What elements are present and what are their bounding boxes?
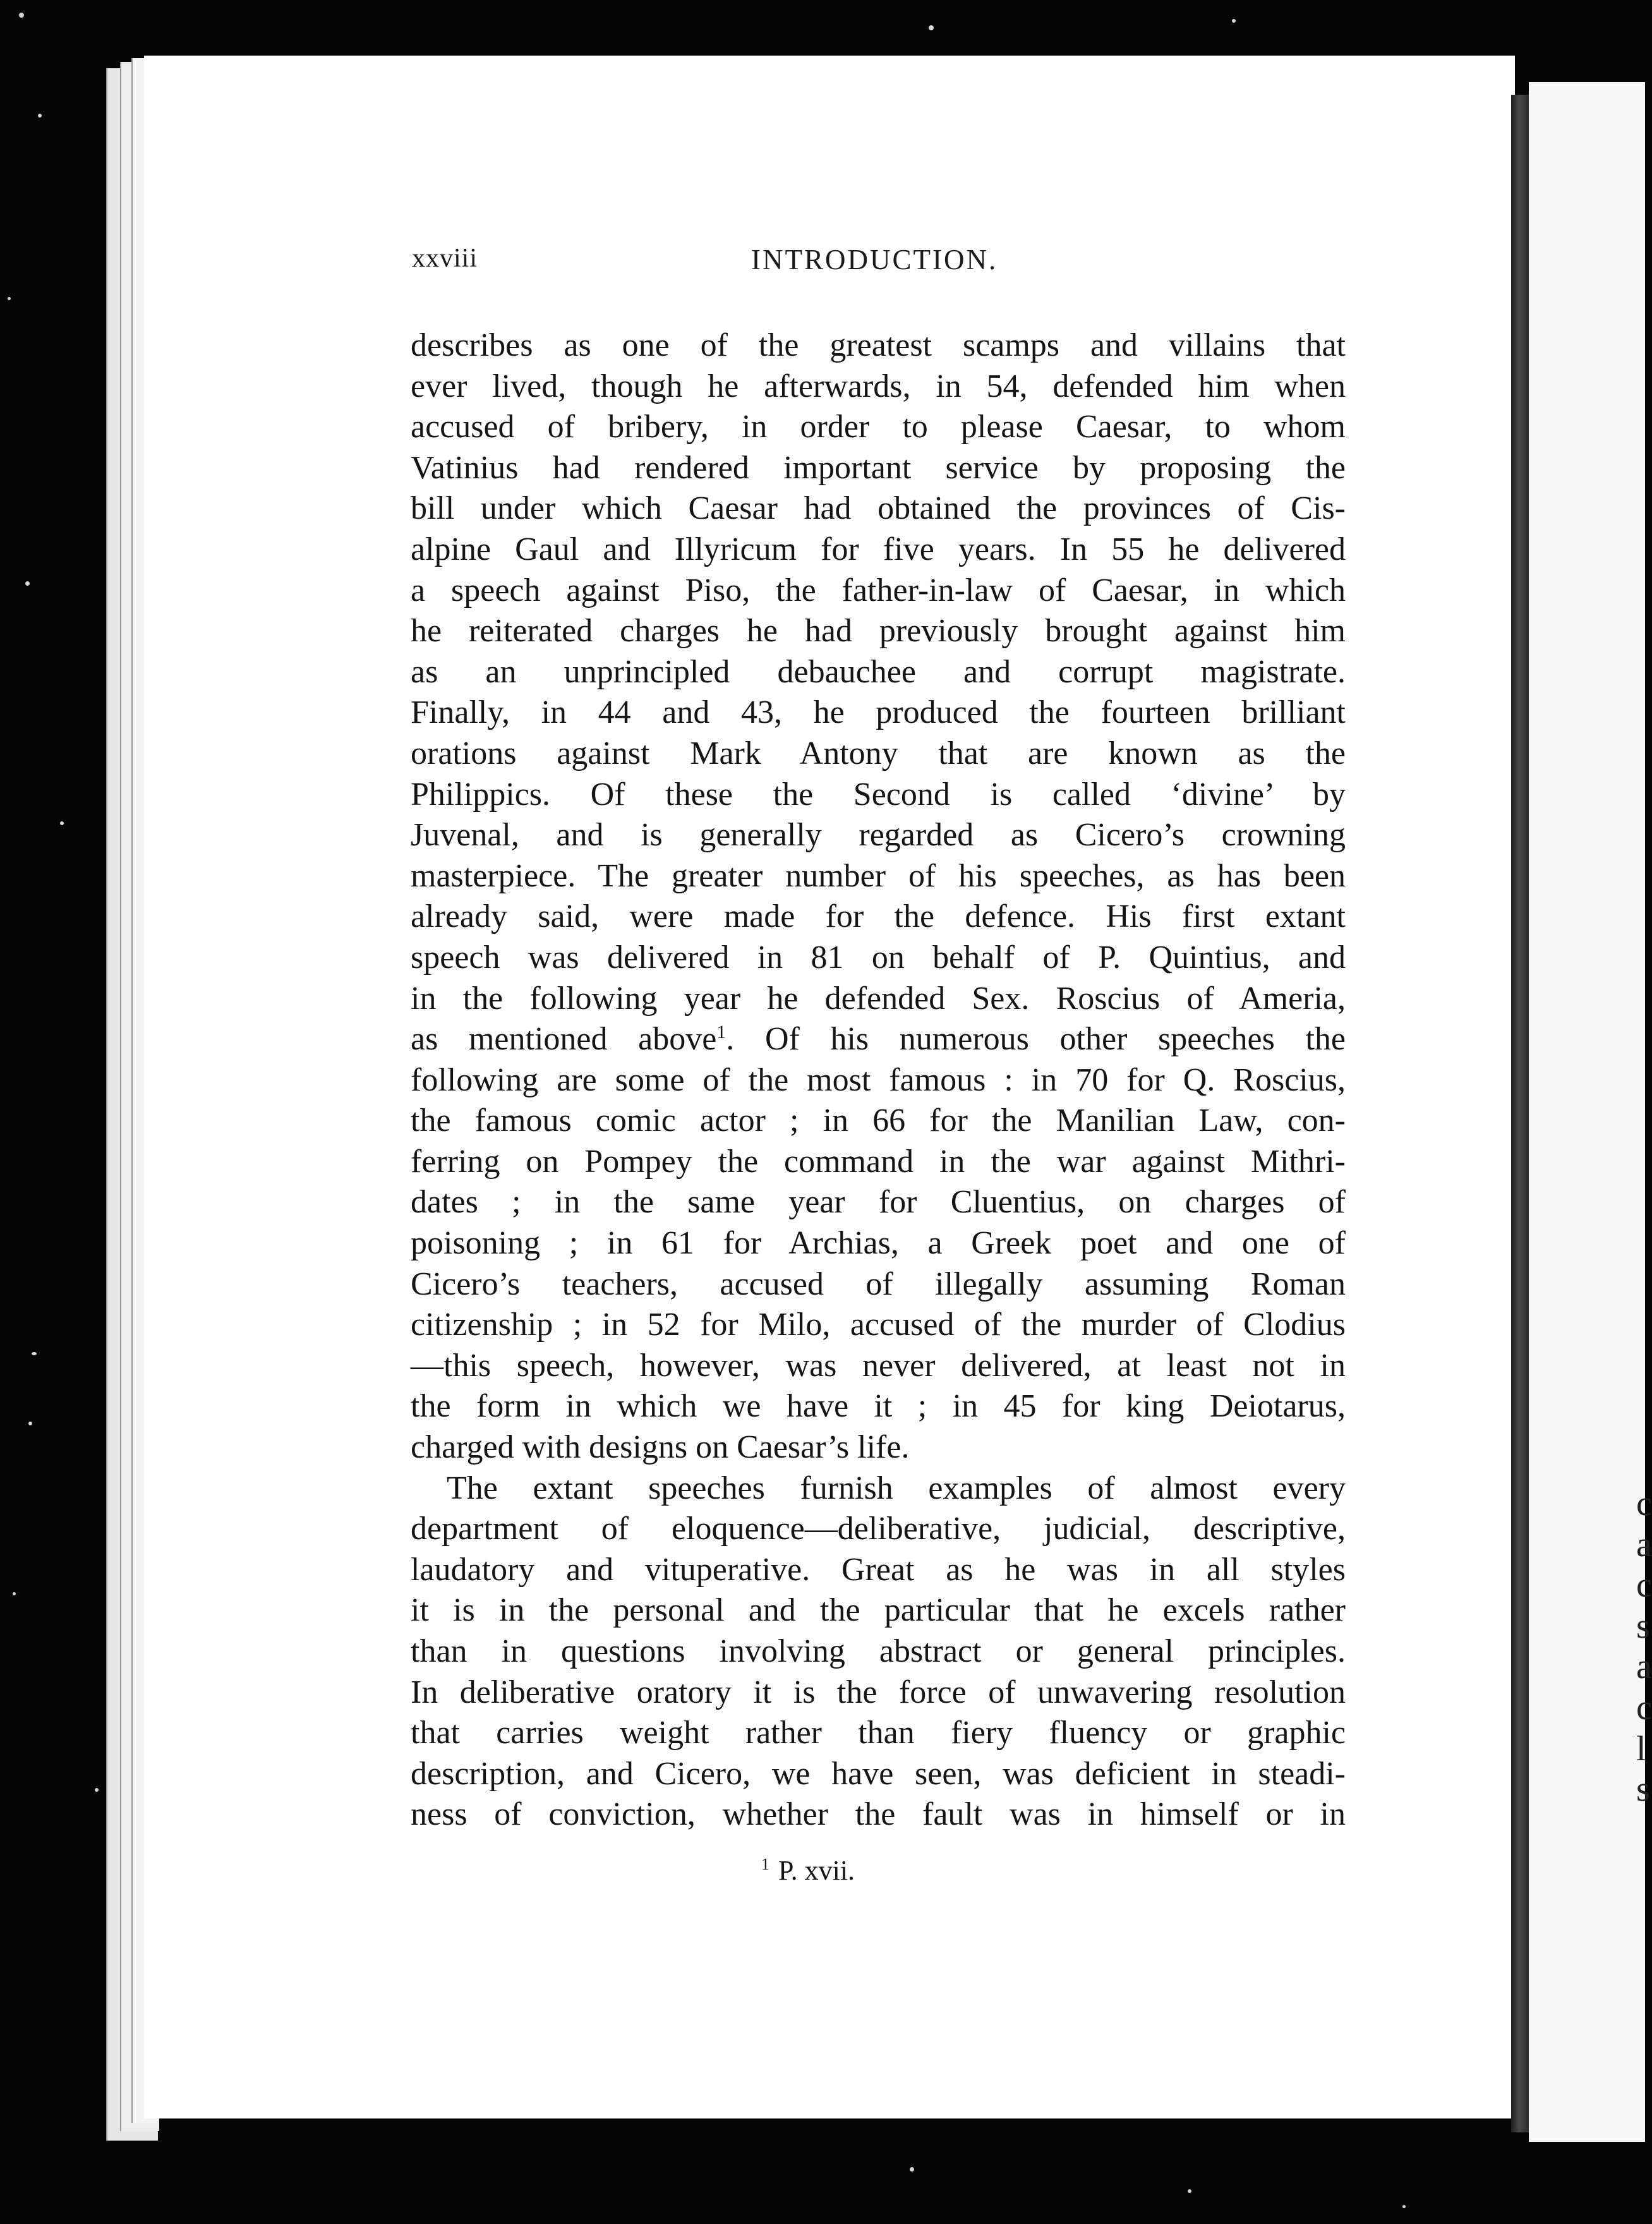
text-line: department of eloquence—deliberative, judicial, descriptive, [411, 1511, 1346, 1547]
body-text [411, 325, 1346, 1835]
text-line: charged with designs on Caesar’s life. [411, 1429, 910, 1466]
facing-page-letter: c [1636, 1688, 1652, 1727]
facing-page [1529, 82, 1652, 2142]
text-line: alpine Gaul and Illyricum for five years. In 55 he delivered [411, 531, 1346, 567]
facing-page-letter: s [1636, 1770, 1650, 1810]
scan-speck [60, 821, 64, 825]
scan-speck [1188, 2189, 1191, 2193]
text-line: ferring on Pompey the command in the war against Mithri- [411, 1143, 1346, 1180]
facing-page-letter: s [1636, 1606, 1650, 1646]
facing-page-letter: c [1636, 1484, 1652, 1523]
facing-page-letter: a [1636, 1525, 1652, 1564]
footnote-text: P. xvii. [778, 1855, 855, 1886]
text-segment: . Of his numerous other speeches the [726, 1021, 1346, 1058]
text-line: bill under which Caesar had obtained the provinces of Cis- [411, 490, 1346, 527]
text-line: accused of bribery, in order to please Caesar, to whom [411, 409, 1346, 445]
paragraph-first-line: The extant speeches furnish examples of almost every [447, 1470, 1346, 1506]
text-line: he reiterated charges he had previously brought against him [411, 613, 1346, 650]
scan-speck [1402, 2205, 1406, 2208]
scan-speck [95, 1788, 99, 1792]
text-line: describes as one of the greatest scamps and villains that [411, 327, 1346, 363]
scan-speck [19, 13, 24, 18]
text-line: masterpiece. The greater number of his speeches, as has been [411, 857, 1346, 894]
text-line: than in questions involving abstract or general principles. [411, 1633, 1346, 1669]
text-line: Finally, in 44 and 43, he produced the fourteen brilliant [411, 694, 1346, 731]
text-line: as an unprincipled debauchee and corrupt magistrate. [411, 653, 1346, 690]
text-line: in the following year he defended Sex. Roscius of Ameria, [411, 980, 1346, 1017]
page-number: xxviii [412, 244, 478, 273]
book-gutter [1511, 95, 1529, 2132]
text-line: already said, were made for the defence. His first extant [411, 898, 1346, 935]
footnote-marker: 1 [761, 1855, 769, 1873]
text-line: laudatory and vituperative. Great as he was in all styles [411, 1551, 1346, 1588]
scan-speck [13, 1592, 16, 1595]
footnote-reference: 1 [716, 1022, 727, 1043]
text-line: ness of conviction, whether the fault was in himself or in [411, 1796, 1346, 1833]
text-line: the form in which we have it ; in 45 for king Deiotarus, [411, 1388, 1346, 1425]
running-head [412, 243, 1346, 287]
scan-speck [25, 581, 30, 586]
text-line: Philippics. Of these the Second is called ‘divine’ by [411, 776, 1346, 813]
footnote [761, 1854, 855, 1887]
scan-speck [8, 297, 11, 300]
text-line: ever lived, though he afterwards, in 54, defended him when [411, 368, 1346, 404]
text-line: dates ; in the same year for Cluentius, on charges of [411, 1184, 1346, 1221]
scan-speck [28, 1422, 32, 1425]
text-line: that carries weight rather than fiery fluency or graphic [411, 1715, 1346, 1751]
scan-speck [38, 114, 42, 118]
text-line: poisoning ; in 61 for Archias, a Greek poet and one of [411, 1225, 1346, 1262]
scan-speck [910, 2167, 914, 2172]
text-line-with-footnote-ref [411, 1019, 1346, 1060]
running-title: INTRODUCTION. [751, 244, 998, 275]
text-line: In deliberative oratory it is the force of unwavering resolution [411, 1674, 1346, 1710]
text-line: Juvenal, and is generally regarded as Cicero’s crowning [411, 817, 1346, 854]
text-line: description, and Cicero, we have seen, was deficient in steadi- [411, 1755, 1346, 1792]
text-line: a speech against Piso, the father-in-law of Caesar, in which [411, 572, 1346, 608]
text-line: orations against Mark Antony that are known as the [411, 735, 1346, 771]
scan-speck [929, 25, 934, 30]
facing-page-letter: c [1636, 1566, 1652, 1605]
text-line: Cicero’s teachers, accused of illegally assuming Roman [411, 1266, 1346, 1302]
text-line: the famous comic actor ; in 66 for the Manilian Law, con- [411, 1103, 1346, 1139]
text-line: citizenship ; in 52 for Milo, accused of the murder of Clodius [411, 1307, 1346, 1343]
text-line: speech was delivered in 81 on behalf of P. Quintius, and [411, 939, 1346, 976]
text-line: it is in the personal and the particular that he excels rather [411, 1592, 1346, 1629]
text-segment: as mentioned above [411, 1021, 717, 1058]
facing-page-letter: a [1636, 1647, 1652, 1687]
scan-speck [32, 1352, 37, 1355]
text-line: —this speech, however, was never delivered, at least not in [411, 1347, 1346, 1384]
scan-speck [1232, 19, 1236, 23]
facing-page-letter: l [1636, 1729, 1646, 1768]
text-line: following are some of the most famous : in 70 for Q. Roscius, [411, 1061, 1346, 1098]
text-line: Vatinius had rendered important service by proposing the [411, 449, 1346, 486]
facing-page-text [1636, 1484, 1652, 1810]
